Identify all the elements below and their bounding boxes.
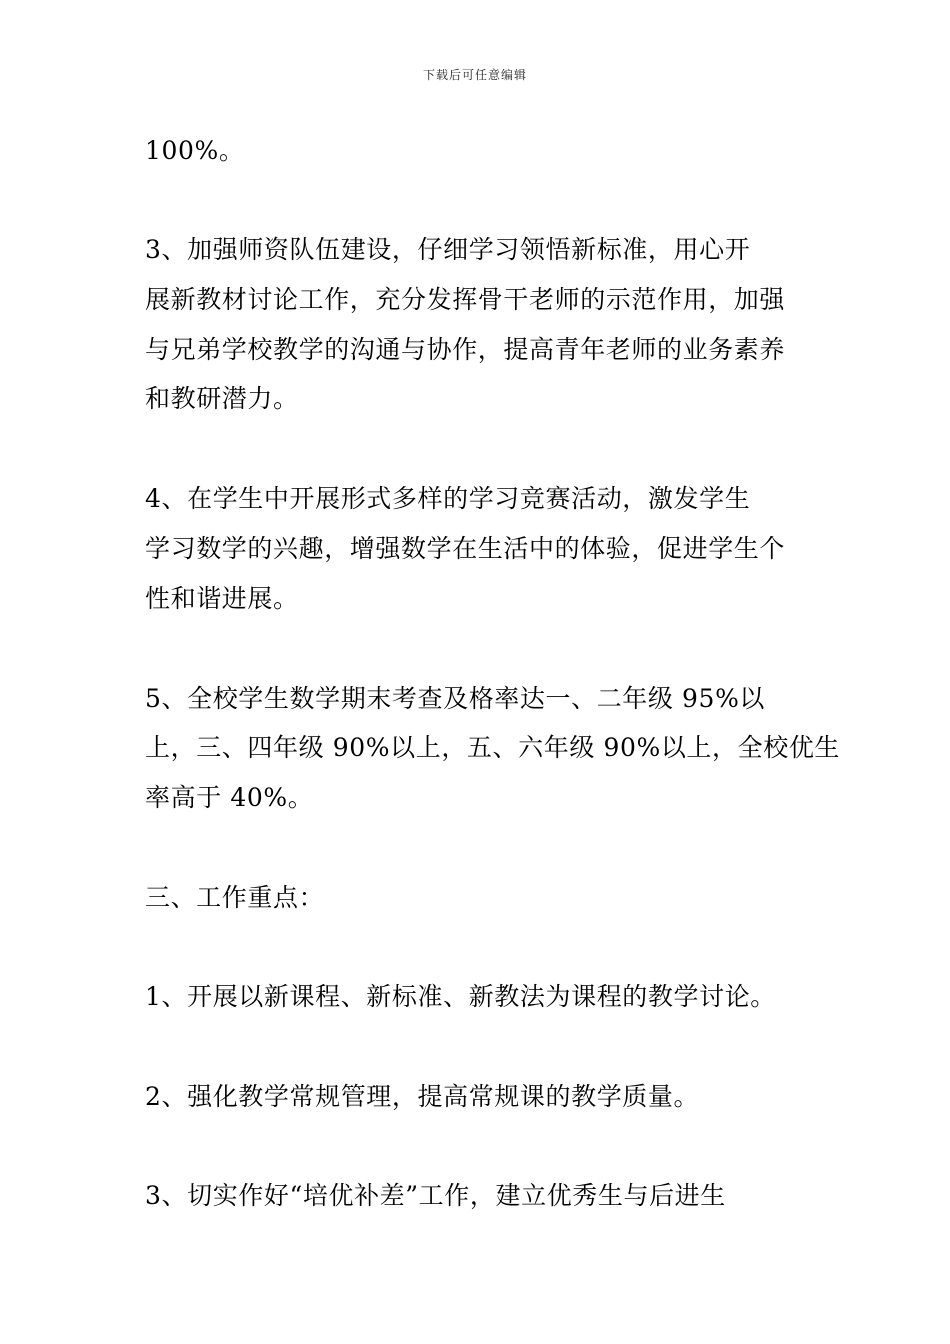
- text-line: 和教研潜力。: [145, 384, 299, 413]
- text-line: 5、全校学生数学期末考查及格率达一、二年级 95%以: [145, 684, 766, 713]
- page-header: 下载后可任意编辑: [422, 68, 527, 82]
- text-line: 上，三、四年级 90%以上，五、六年级 90%以上，全校优生: [145, 733, 841, 762]
- text-line: 2、强化教学常规管理，提高常规课的教学质量。: [145, 1082, 700, 1111]
- text-line: 性和谐进展。: [145, 584, 299, 613]
- text-line: 展新教材讨论工作，充分发挥骨干老师的示范作用，加强: [145, 285, 786, 314]
- section-heading: 三、工作重点：: [145, 883, 325, 912]
- text-line: 100%。: [145, 136, 245, 165]
- text-line: 与兄弟学校教学的沟通与协作，提高青年老师的业务素养: [145, 335, 786, 364]
- text-line: 学习数学的兴趣，增强数学在生活中的体验，促进学生个: [145, 534, 786, 563]
- text-line: 1、开展以新课程、新标准、新教法为课程的教学讨论。: [145, 982, 776, 1011]
- text-line: 3、加强师资队伍建设，仔细学习领悟新标准，用心开: [145, 235, 751, 264]
- text-line: 3、切实作好“培优补差”工作，建立优秀生与后进生: [145, 1181, 726, 1210]
- text-line: 4、在学生中开展形式多样的学习竞赛活动，激发学生: [145, 484, 751, 513]
- text-line: 率高于 40%。: [145, 783, 314, 812]
